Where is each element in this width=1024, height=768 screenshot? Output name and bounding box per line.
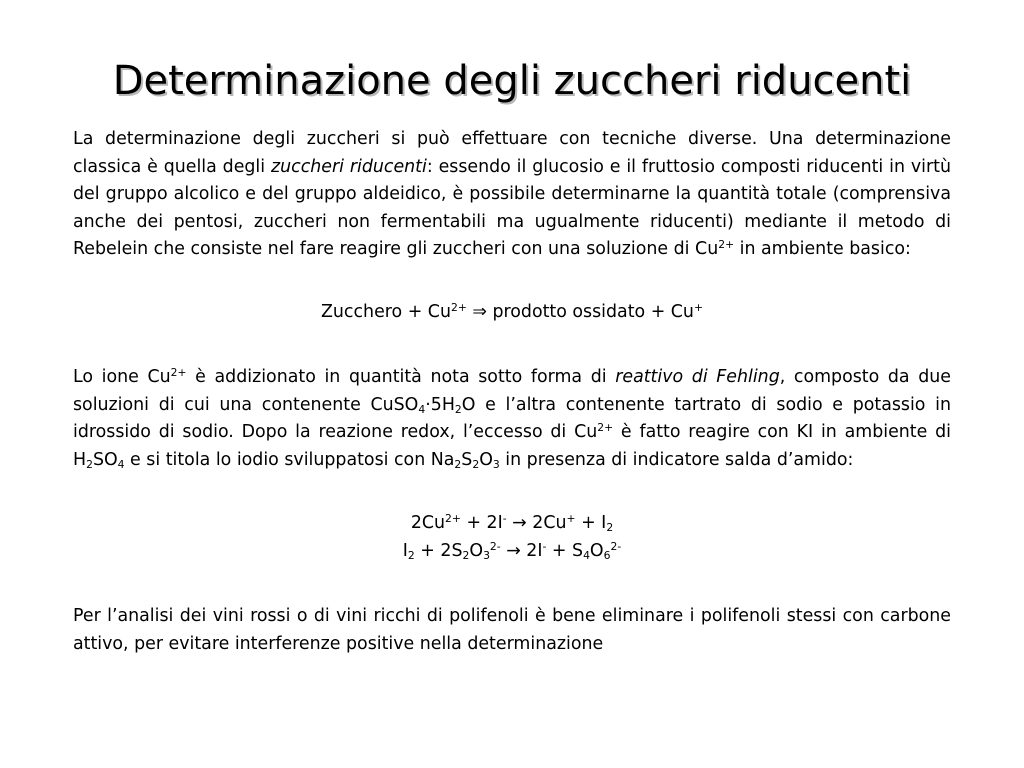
eq3-b3: 3: [483, 548, 490, 562]
eq2-s2: -: [502, 512, 507, 526]
p2-text-4: ·5H: [425, 394, 455, 415]
eq3-b5: 6: [603, 548, 611, 562]
eq3-t5: + S: [546, 540, 584, 561]
p2-sup-1: 2+: [170, 366, 187, 380]
intro-text-2: : essendo il glucosio e il fruttosio composti riducenti in virtù del gruppo alcolico e del gruppo aldeidico, è possibile determinarne la quantità totale (comprensiva anche dei pentosi, zuccheri non fermentabili ma ugualmente riducenti) mediante il metodo di Rebelein che consiste nel fare reagire gli zuccheri con una soluzione di Cu: [73, 156, 951, 259]
p2-text-5: O e l’altra contenente tartrato di sodio e potassio in idrossido di sodio. Dopo la reazione redox, l’eccesso di Cu: [73, 394, 951, 442]
eq2-s1: 2+: [445, 512, 461, 526]
eq3-t4: 2I: [526, 540, 543, 561]
p2-text-1: Lo ione Cu: [73, 367, 171, 387]
reaction-equation-3: [73, 538, 951, 566]
red-wine-paragraph: Per l’analisi dei vini rossi o di vini ricchi di polifenoli è bene eliminare i polifenoli stessi con carbone attivo, per evitare interferenze positive nella determinazione: [73, 606, 951, 654]
slide-title: Determinazione degli zuccheri riducenti: [112, 57, 912, 104]
reaction-equation-2: [73, 510, 951, 538]
eq2-t1: 2Cu: [410, 513, 446, 533]
eq3-s3: 2-: [610, 539, 622, 553]
p2-sub-3: 2: [86, 457, 93, 471]
eq3-s2: -: [542, 539, 547, 553]
eq2-t2: + 2I: [460, 513, 503, 533]
intro-text-1: La determinazione degli zuccheri si può effettuare con tecniche diverse. Una determinazione classica è quella degli: [73, 129, 951, 177]
eq1-reactants: Zucchero + Cu: [320, 301, 451, 322]
intro-text-3: in ambiente basico:: [734, 239, 911, 259]
p2-sub-6: 2: [472, 457, 480, 471]
fehling-paragraph: [73, 364, 951, 474]
intro-charge-superscript: 2+: [718, 238, 735, 252]
eq1-charge-1: 2+: [450, 300, 467, 314]
eq1-products: prodotto ossidato + Cu: [492, 301, 694, 322]
eq1-charge-2: +: [693, 300, 703, 314]
eq2-t3: 2Cu: [532, 513, 567, 533]
p2-sub-7: 3: [492, 457, 500, 471]
right-arrow-icon: →: [506, 540, 521, 561]
eq2-b1: 2: [606, 521, 614, 535]
p2-text-9: S: [461, 449, 473, 470]
eq3-b4: 4: [583, 548, 590, 562]
intro-paragraph: [73, 126, 951, 264]
reaction-equation-1: [73, 299, 951, 327]
p2-text-7: SO: [92, 449, 118, 470]
p2-sub-5: 2: [454, 457, 462, 471]
p2-italic-fehling: reattivo di Fehling: [615, 367, 780, 387]
eq3-s1: 2-: [489, 539, 501, 553]
eq3-b1: 2: [407, 548, 415, 562]
p2-text-3: , composto da due soluzioni di cui una contenente CuSO: [73, 367, 951, 415]
p2-text-11: in presenza di indicatore salda d’amido:: [499, 449, 854, 470]
p2-sub-1: 4: [418, 402, 426, 416]
eq3-t1: I: [402, 540, 408, 561]
right-arrow-icon: →: [512, 513, 527, 533]
eq3-t6: O: [589, 540, 604, 561]
implies-arrow-icon: ⇒: [472, 301, 487, 322]
eq3-t3: O: [469, 540, 484, 561]
p2-sub-4: 4: [117, 457, 125, 471]
p2-text-6: è fatto reagire con KI in ambiente di H: [73, 422, 951, 470]
eq2-s3: +: [566, 512, 576, 526]
p2-text-8: e si titola lo iodio sviluppatosi con Na: [124, 449, 455, 470]
p2-text-10: O: [479, 449, 493, 470]
p2-text-2: è addizionato in quantità nota sotto forma di: [186, 367, 616, 387]
intro-italic-reducing-sugars: zuccheri riducenti: [270, 156, 427, 177]
eq2-t4: + I: [575, 513, 607, 533]
eq3-b2: 2: [462, 548, 470, 562]
eq3-t2: + 2S: [414, 540, 463, 561]
slide-body: [73, 126, 951, 658]
p2-sub-2: 2: [454, 402, 462, 416]
p2-sup-2: 2+: [597, 421, 614, 435]
